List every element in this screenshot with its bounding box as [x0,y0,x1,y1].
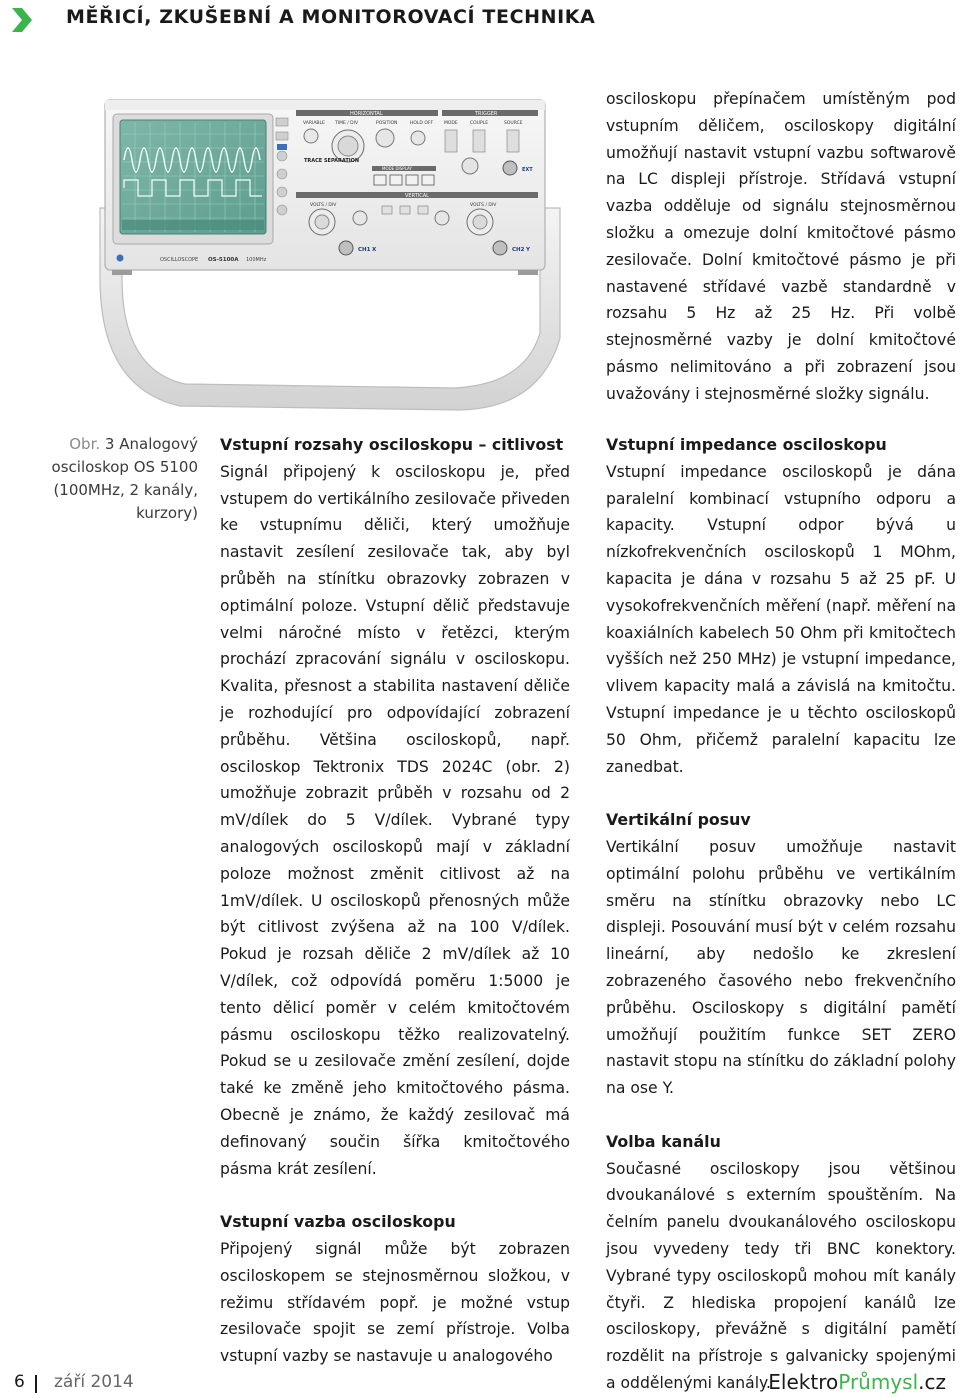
figure-caption-label: Obr. [69,435,101,453]
ch1-label: CH1 [358,247,371,253]
right-top-paragraph: osciloskopu přepínačem umístěným pod vstupním děličem, osciloskopy digitální umožňují nastavit vstupní vazbu softwarově na LC displeji přístroje. Střídavá vstupní vazba odděluje od signálu stejnosměrnou složku a omezuje dolní kmitočtové pásmo zesilovače. Dolní kmitočtové pásmo je při nastavené střídavé vazbě standardně v rozsahu 5 Hz až 25 Hz. Při volbě stejnosměrné vazby je dolní kmitočtové pásmo nelimitováno a při zobrazení jsou uvažovány i stejnosměrné složky signálu. [606,90,956,403]
heading-channel-selection: Volba kanálu [606,1131,721,1151]
paragraph-input-impedance: Vstupní impedance osciloskopů je dána paralelní kombinací vstupního odporu a kapacity. Vstupní odpor bývá u nízkofrekvenčních osciloskopů 1 MOhm, kapacita je dána v rozsahu 5 až 25 pF. U vysokofrekvenčních měření (např. měření na koaxiálních kabelech 50 Ohm při kmitočtech vyšších než 250 MHz) je vstupní impedance, vlivem kapacity malá a závislá na kmitočtu. Vstupní impedance je u těchto osciloskopů 50 Ohm, přičemž paralelní kapacitu lze zanedbat. [606,462,956,776]
power-button [117,255,124,262]
freq-label: 100MHz [246,257,267,263]
model-label: OS-5100A [208,257,239,263]
footer-divider [35,1375,37,1393]
ch2-bnc-connector [493,241,507,255]
trigger-couple-label: COUPLE [470,121,489,126]
heading-input-impedance: Vstupní impedance osciloskopu [606,435,887,454]
x-label: X [372,247,377,253]
crt-screen [120,120,266,234]
heading-vertical-shift: Vertikální posuv [606,810,751,830]
figure-caption-line1: Analogový [119,435,198,453]
panel-horizontal-label: HORIZONTAL [350,111,383,117]
ch1-position-knob [353,211,367,225]
hold-off-label: HOLD OFF [410,121,434,126]
variable-knob [304,129,318,143]
y-label: Y [526,247,530,253]
ch2-volts-div-label: VOLTS / DIV [470,203,497,208]
ch2-label: CH2 [512,247,525,253]
paragraph-vertical-shift: Vertikální posuv umožňuje nastavit optimální polohu průběhu ve vertikálním směru na stínítku obrazovky nebo LC displeji. Posouvání musí být v celém rozsahu lineární, aby nedošlo ke zkreslení zobrazeného časového nebo frekvenčního průběhu. Osciloskopy s digitální pamětí umožňují použitím funkce SET ZERO nastavit stopu na stínítku do základní polohy na ose Y. [606,837,956,1098]
ext-bnc-connector [503,161,517,175]
ext-label: EXT [522,167,533,173]
chevron-right-icon [10,6,34,34]
figure-caption-line2: osciloskop OS 5100 [51,458,198,476]
time-div-label: TIME / DIV [335,121,359,126]
logo-part-elektro: Elektro [768,1370,839,1394]
section-title: MĚŘICÍ, ZKUŠEBNÍ A MONITOROVACÍ TECHNIKA [66,6,596,28]
ch1-volts-div-label: VOLTS / DIV [310,203,337,208]
trigger-mode-label: MODE [444,121,458,126]
brand-label: OSCILLOSCOPE [160,257,199,263]
position-label: POSITION [376,121,398,126]
logo-part-prumysl: Průmysl [838,1370,919,1394]
oscilloscope-figure [60,88,590,430]
paragraph-channel-selection: Současné osciloskopy jsou většinou dvoukanálové s externím spouštěním. Na čelním panelu dvoukanálového osciloskopu jsou vyvedeny tedy tři BNC konektory. Vybrané typy osciloskopů mohou mít kanály čtyři. Z hlediska propojení kanálů lze osciloskopy, převážně s digitální pamětí rozdělit na přístroje s galvanicky spojenými a oddělenými kanály. [606,1159,956,1392]
logo-part-cz: .cz [918,1370,946,1394]
middle-column [220,432,570,1370]
heading-input-coupling: Vstupní vazba osciloskopu [220,1212,456,1232]
ch1-bnc-connector [339,241,353,255]
variable-label: VARIABLE [303,121,325,126]
paragraph-input-ranges: Signál připojený k osciloskopu je, před vstupem do vertikálního zesilovače přiveden ke vstupnímu děliči, který umožňuje nastavit zesílení zesilovače tak, aby byl průběh na stínítku obrazovky zobrazen v optimální poloze. Vstupní dělič představuje velmi náročné místo v řetězci, kterým prochází zpracování signálu v osciloskopu. Kvalita, přesnost a stabilita nastavení děliče je rozhodující pro odpovídající zobrazení průběhu. Většina osciloskopů, např. osciloskop Tektronix TDS 2024C (obr. 2) umožňuje zobrazit průběh v rozsahu od 2 mV/dílek do 5 V/dílek. Vybrané typy analogových osciloskopů mají v základní poloze možnost změnit citlivost až na 1mV/dílek. U osciloskopů přenosných může být citlivost zvýšena až na 100 V/dílek. Pokud je rozsah děliče 2 mV/dílek až 10 V/dílek, což odpovídá poměru 1:5000 je tento dělicí poměr v celém kmitočtovém pásmu osciloskopu těžko realizovatelný. Pokud se u zesilovače změní zesílení, dojde také ke změně jeho kmitočtového pásma. Obecně je známo, že každý zesilovač má definovaný součin šířka kmitočtového pásma krát zesílení. [220,462,570,1178]
ch2-position-knob [435,211,449,225]
figure-caption-number: 3 [104,435,115,453]
heading-input-ranges: Vstupní rozsahy osciloskopu – citlivost [220,435,564,454]
trace-separation-label: TRACE SEPARATION [304,158,360,164]
publisher-logo [768,1370,946,1394]
panel-mode-display-label: MODE DISPLAY [382,166,412,171]
figure-caption-line3: (100MHz, 2 kanály, [53,481,198,499]
right-column [606,432,956,1397]
horiz-position-knob [376,129,394,147]
panel-vertical-label: VERTICAL [405,193,429,199]
page-number: 6 [14,1372,25,1392]
panel-trigger-label: TRIGGER [475,111,498,117]
right-top-column [606,86,956,408]
trigger-source-label: SOURCE [504,121,523,126]
paragraph-input-coupling: Připojený signál může být zobrazen osciloskopem se stejnosměrnou složkou, v režimu střídavém popř. je možné vstup zesilovače spojit se zemí přístroje. Volba vstupní vazby se nastavuje u analogového [220,1239,570,1366]
figure-caption-line4: kurzory) [136,504,198,522]
hold-off-knob [411,131,425,145]
issue-date: září 2014 [54,1372,134,1392]
figure-caption [46,433,198,525]
